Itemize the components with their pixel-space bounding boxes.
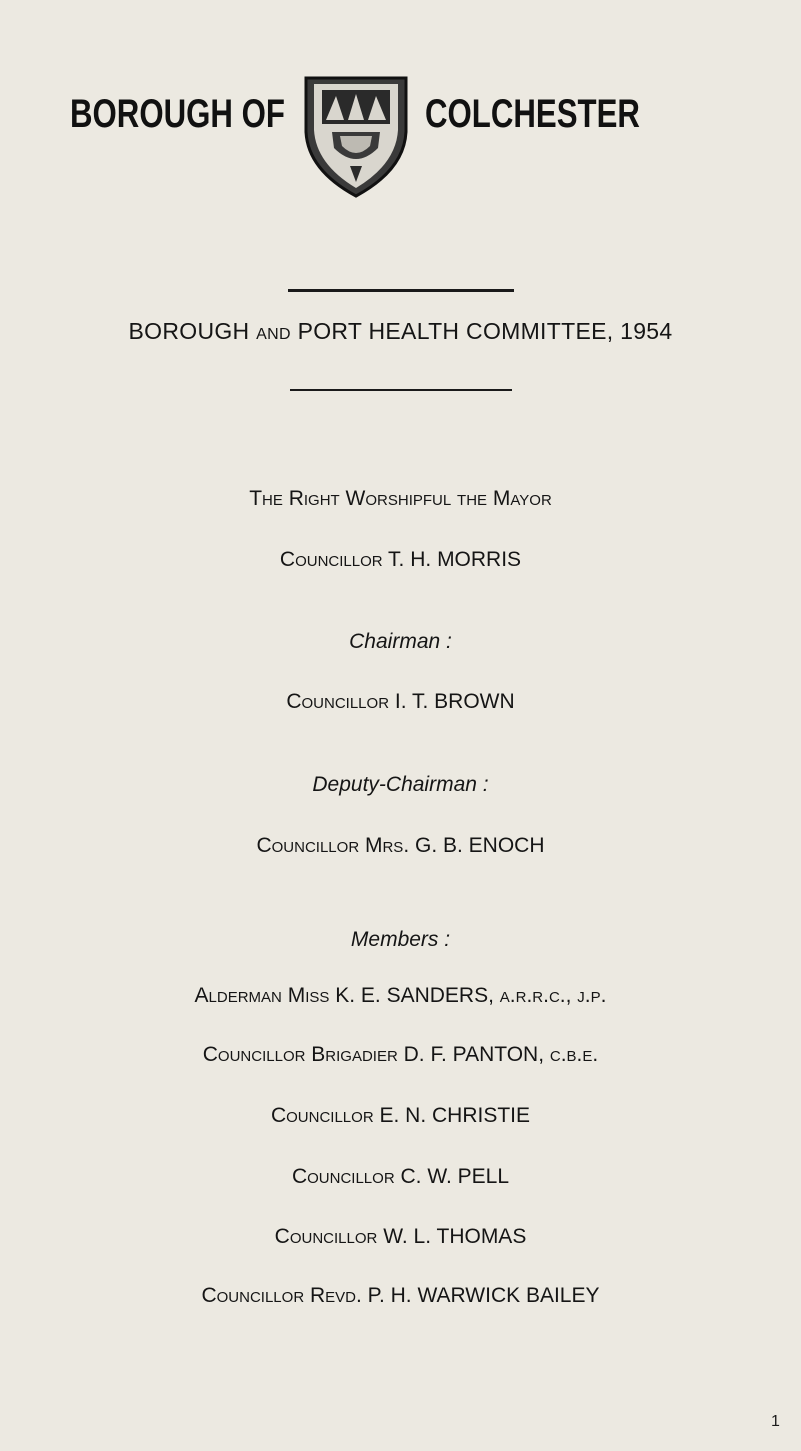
borough-crest-icon (292, 70, 420, 200)
heading-divider (290, 389, 512, 391)
members-label: Members : (350, 928, 451, 951)
deputy-chairman-name: Councillor Mrs. G. B. ENOCH (256, 834, 545, 857)
member-item: Councillor Revd. P. H. WARWICK BAILEY (201, 1284, 600, 1307)
top-divider (288, 289, 514, 292)
member-item: Councillor E. N. CHRISTIE (270, 1104, 531, 1127)
mayor-name: Councillor T. H. MORRIS (279, 548, 522, 571)
member-item: Councillor W. L. THOMAS (274, 1225, 527, 1248)
member-item: Councillor C. W. PELL (291, 1165, 510, 1188)
heading-borough: BOROUGH (128, 318, 250, 344)
member-item: Alderman Miss K. E. SANDERS, a.r.r.c., j.p. (194, 984, 607, 1007)
heading-rest: PORT HEALTH COMMITTEE, 1954 (297, 318, 673, 344)
masthead-left-text: BOROUGH OF (70, 92, 285, 136)
mayor-title: The Right Worshipful the Mayor (249, 487, 552, 510)
masthead (0, 70, 801, 200)
masthead-right-text: COLCHESTER (425, 92, 640, 136)
member-item: Councillor Brigadier D. F. PANTON, c.b.e. (202, 1043, 599, 1066)
deputy-chairman-label: Deputy-Chairman : (312, 773, 489, 796)
chairman-name: Councillor I. T. BROWN (286, 690, 515, 713)
page-number: 1 (771, 1413, 780, 1430)
heading-and: AND (256, 326, 291, 343)
chairman-label: Chairman : (349, 630, 452, 653)
page-title (0, 318, 801, 345)
